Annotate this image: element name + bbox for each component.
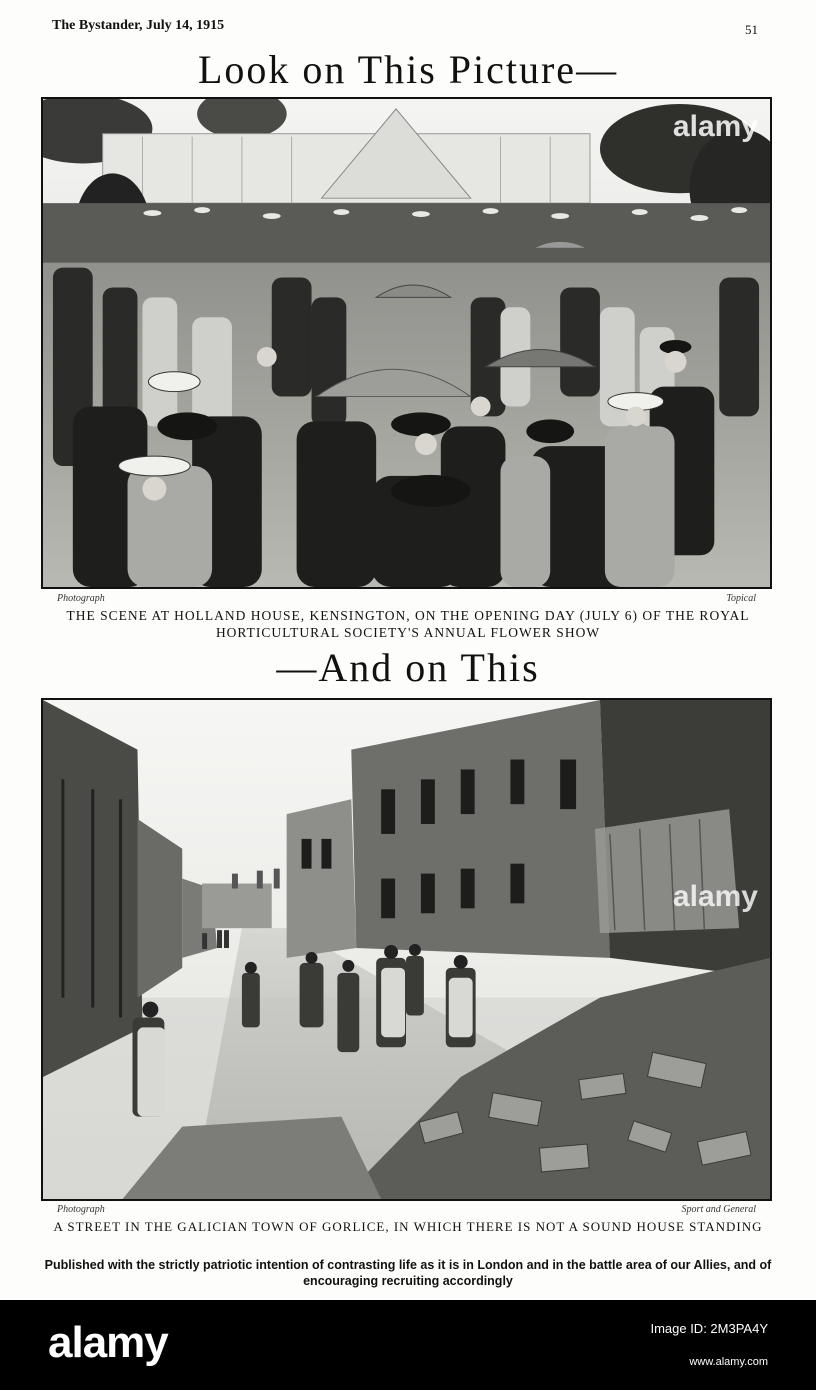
publication-header: The Bystander, July 14, 1915 xyxy=(52,18,225,33)
photo-gorlice-street xyxy=(41,698,772,1201)
publication-note: Published with the strictly patriotic intention of contrasting life as it is in London and in the battle area of our Allies, and of encouraging recruiting accordingly xyxy=(44,1258,772,1288)
headline-middle: —And on This xyxy=(276,645,540,690)
watermark-lower: alamy xyxy=(672,880,758,913)
image-id: Image ID: 2M3PA4Y xyxy=(650,1321,768,1336)
watermark: alamy xyxy=(672,110,758,143)
photo2-caption: A STREET IN THE GALICIAN TOWN OF GORLICE, IN WHICH THERE IS NOT A SOUND HOUSE STANDING xyxy=(53,1219,763,1234)
photo-flower-show xyxy=(41,97,772,589)
headline-top: Look on This Picture— xyxy=(197,47,619,92)
photo1-credit-right: Topical xyxy=(726,593,756,604)
footer-bar xyxy=(0,1300,816,1390)
brand-logo[interactable]: alamy xyxy=(48,1318,168,1367)
photo1-caption: THE SCENE AT HOLLAND HOUSE, KENSINGTON, ON THE OPENING DAY (JULY 6) OF THE ROYAL HORTICULTURAL SOCIETY'S ANNUAL FLOWER SHOW xyxy=(66,608,750,640)
photo1-credit-left: Photograph xyxy=(57,593,105,604)
site-url[interactable]: www.alamy.com xyxy=(689,1356,768,1368)
photo2-credit-right: Sport and General xyxy=(681,1204,756,1215)
photo2-credit-left: Photograph xyxy=(57,1204,105,1215)
page-number: 51 xyxy=(745,22,758,37)
